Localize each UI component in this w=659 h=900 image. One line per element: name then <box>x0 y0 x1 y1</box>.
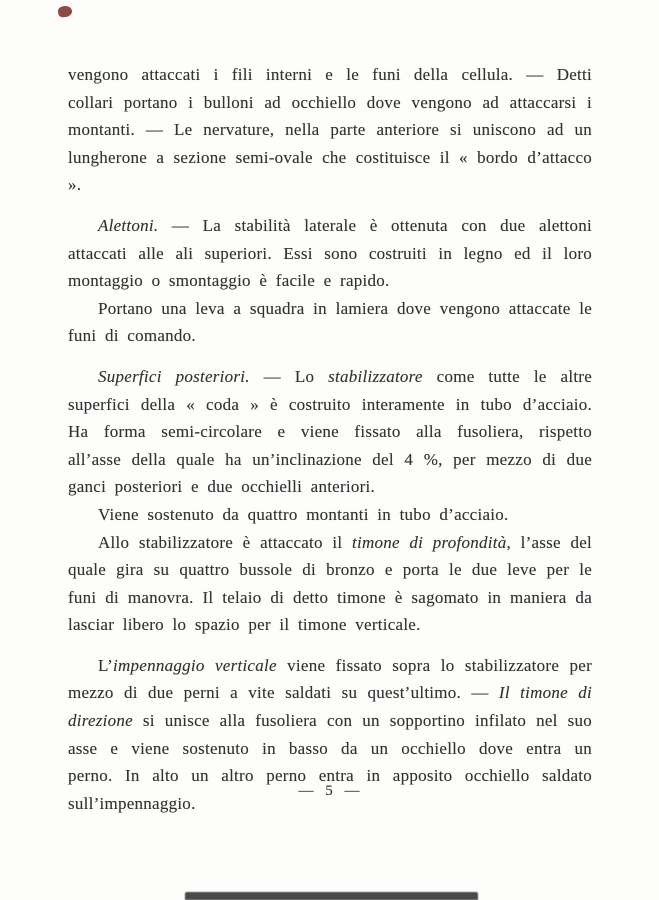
scan-artifact-mark <box>57 5 72 18</box>
italic-text-segment: stabilizzatore <box>328 366 423 386</box>
italic-text-segment: timone di profondità <box>352 532 507 552</box>
paragraph <box>68 61 592 199</box>
text-segment: Portano una leva a squadra in lamiera dove vengono attaccate le funi di comando. <box>68 298 592 346</box>
paragraph <box>68 363 592 501</box>
text-segment: — Lo <box>249 366 329 386</box>
text-segment: , l’asse del quale gira su quattro bussole di bronzo e porta le due leve per le funi di manovra. Il telaio di detto timone è sagomato in maniera da lasciar libero lo spazio per il timone verticale. <box>68 532 593 635</box>
page-text-block <box>68 61 592 817</box>
paragraph <box>68 295 592 350</box>
italic-text-segment: impennaggio verticale <box>113 655 277 675</box>
text-segment: come tutte le altre superfici della « coda » è costruito interamente in tubo d’acciaio. Ha forma semi-circolare e viene fissato alla fusoliera, rispetto all’asse della quale ha un’inclinazione del 4 %, per mezzo di due ganci posteriori e due occhielli anteriori. <box>68 366 593 497</box>
text-segment: — La stabilità laterale è ottenuta con due alettoni attaccati alle ali superiori. Essi sono costruiti in legno ed il loro montaggio o smontaggio è facile e rapido. <box>68 215 592 291</box>
paragraph <box>68 212 592 295</box>
paragraph <box>68 501 592 529</box>
scan-artifact-bar <box>185 892 478 900</box>
text-segment: viene fissato sopra lo stabilizzatore per mezzo di due perni a vite saldati su quest’ultimo. — <box>68 655 593 703</box>
text-segment: Allo stabilizzatore è attaccato il <box>98 532 352 552</box>
italic-text-segment: Alettoni. <box>98 215 159 235</box>
text-segment: vengono attaccati i fili interni e le funi della cellula. — Detti collari portano i bulloni ad occhiello dove vengono ad attaccarsi i montanti. — Le nervature, nella parte anteriore si uniscono ad un lungherone a sezione semi-ovale che costituisce il « bordo d’attacco ». <box>68 65 592 195</box>
paragraph <box>68 529 592 639</box>
italic-text-segment: Il timone di direzione <box>68 683 592 731</box>
page-number: — 5 — <box>298 783 361 799</box>
italic-text-segment: Superfici posteriori. <box>98 366 250 386</box>
text-segment: L’ <box>98 655 113 675</box>
text-segment: si unisce alla fusoliera con un sopportino infilato nel suo asse e viene sostenuto in basso da un occhiello dove entra un perno. In alto un altro perno entra in apposito occhiello saldato sull’impennaggio. <box>68 711 592 813</box>
text-segment: Viene sostenuto da quattro montanti in tubo d’acciaio. <box>98 504 509 524</box>
